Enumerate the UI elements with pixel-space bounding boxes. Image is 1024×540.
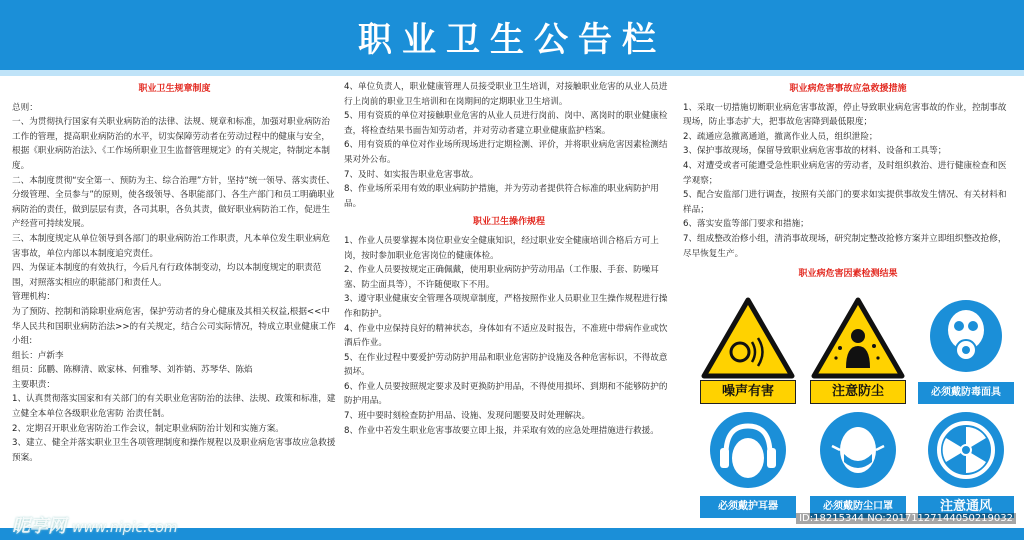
dust-warning-sign [810,296,906,404]
regulations-line: 组长：卢新李 [12,350,64,361]
sign-label: 噪声有害 [700,380,796,404]
regulations-line: 组员：邱鹏、陈柳清、欧家林、何雅琴、刘祚销、苏琴华、陈焰 [12,365,253,376]
regulations-line: 一、为贯彻执行国家有关职业病防治的法律、法规、规章和标准，加强对职业病防治工作的管理，提高职业病防治的水平，切实保障劳动者在劳动过程中的健康与安全，根据《职业病防治法》、《工作场所职业卫生监督管理规定》的有关规定，特制定本制度。 [12,117,330,171]
operations-line: 3、遵守职业健康安全管理各项规章制度，严格按照作业人员职业卫生操作规程进行操作和防护。 [344,294,668,319]
gas-mask-sign [918,296,1014,404]
regulations-line: 为了预防、控制和消除职业病危害，保护劳动者的身心健康及其相关权益,根据<<中华人民共和国职业病防治法>>的有关规定，结合公司实际情况，特成立职业健康工作小组: [12,306,336,347]
gas-mask-icon [918,296,1014,380]
operations-line: 7、班中要时刻检查防护用品、设施、发现问题要及时处理解决。 [344,411,591,422]
sign-label: 注意通风 [918,496,1014,518]
banner-stripe [0,70,1024,76]
watermark [12,512,178,538]
operations-title: 职业卫生操作规程 [472,217,545,228]
emergency-line: 1、采取一切措施切断职业病危害事故源，停止导致职业病危害事故的作业，控制事故现场，防止事态扩大，把事故危害降到最低限度； [683,102,1007,128]
sign-label: 注意防尘 [810,380,906,404]
duty-line: 4、单位负责人，职业健康管理人员接受职业卫生培训，对接触职业危害的从业人员进行上岗前的职业卫生培训和在岗期间的定期职业卫生培训。 [344,82,668,107]
title-banner [0,0,1024,70]
regulations-line: 总则： [12,102,38,113]
ear-protector-sign [700,410,796,518]
duty-line: 5、用有资质的单位对接触职业危害的从业人员进行岗前、岗中、离岗时的职业健康检查，将检查结果书面告知劳动者，并对劳动者建立职业健康监护档案。 [344,111,668,136]
ventilation-fan-icon [918,410,1014,494]
regulations-line: 3、建立、健全并落实职业卫生各项管理制度和操作规程以及职业病危害事故应急救援预案。 [12,438,336,463]
duty-line: 6、用有资质的单位对作业场所现场进行定期检测、评价，并将职业病危害因素检测结果对外公布。 [344,140,668,165]
regulations-line: 1、认真贯彻落实国家和有关部门的有关职业危害防治的法律、法规、政策和标准，建立健全本单位各级职业危害防 治责任制。 [12,394,336,420]
ventilation-sign [918,410,1014,518]
emergency-column [683,82,1013,286]
ear-protector-icon [700,410,796,494]
regulations-column [12,82,337,465]
dust-mask-sign [810,410,906,518]
emergency-line: 7、组成整改治修小组，清消事故现场，研究制定整改抢修方案并立即组织整改抢修，尽早恢复生产。 [683,233,1007,259]
noise-warning-icon [700,296,796,380]
safety-signs [700,296,1018,518]
sign-label: 必须戴防毒面具 [918,382,1014,404]
emergency-title: 职业病危害事故应急救援措施 [789,84,907,94]
page-title: 职业卫生公告栏 [358,20,666,60]
watermark-logo: 昵享网 [12,516,66,537]
emergency-line: 2、疏通应急撤离通道，撤离作业人员，组织泄险； [683,131,878,142]
operations-column [344,80,674,438]
emergency-line: 6、落实安监等部门要求和措施； [683,219,809,230]
dust-warning-icon [810,296,906,380]
operations-line: 5、在作业过程中要爱护劳动防护用品和职业危害防护设施及各种危害标识，不得故意损坏。 [344,352,668,378]
sign-label: 必须戴护耳器 [700,496,796,518]
emergency-line: 5、配合安监部门进行调查，按照有关部门的要求如实提供事故发生情况、有关材料和样品； [683,190,1007,215]
regulations-line: 管理机构： [12,292,55,303]
operations-line: 8、作业中若发生职业危害事故要立即上报，并采取有效的应急处理措施进行救援。 [344,425,659,436]
image-id: ID:18215344 NO:20171127144050219032 [796,513,1016,524]
duty-line: 8、作业场所采用有效的职业病防护措施，并为劳动者提供符合标准的职业病防护用品。 [344,184,659,209]
regulations-line: 二、本制度贯彻“安全第一、预防为主、综合治理”方针，坚持“统一领导、落实责任、分级管理、全员参与”的原则，使各级领导、各职能部门、各生产部门和员工明确职业病防治的责任，做到层层有责，各司其职，各负其责，做好职业病防治工作，促进生产经营可持续发展。 [12,175,335,230]
regulations-title: 职业卫生规章制度 [138,84,211,94]
operations-line: 4、作业中应保持良好的精神状态，身体如有不适应及时报告，不准班中带病作业或饮酒后作业。 [344,323,668,349]
emergency-line: 3、保护事故现场，保留导致职业病危害事故的材料、设备和工具等； [683,146,947,157]
operations-line: 1、作业人员要掌握本岗位职业安全健康知识，经过职业安全健康培训合格后方可上岗，按时参加职业危害岗位的健康体检。 [344,235,659,261]
duty-line: 7、及时、如实报告职业危害事故。 [344,169,479,180]
noise-warning-sign [700,296,796,404]
emergency-line: 4、对遭受或者可能遭受急性职业病危害的劳动者，及时组织救治、进行健康检查和医学观察； [683,160,1007,186]
operations-line: 6、作业人员要按照规定要求及时更换防护用品，不得使用损坏、到期和不能够防护的防护用品。 [344,381,668,407]
sign-label: 必须戴防尘口罩 [810,496,906,518]
regulations-line: 四、为保证本制度的有效执行，今后凡有行政体制变动，均以本制度规定的职责范围，对照落实相应的职能部门和责任人。 [12,263,322,288]
regulations-line: 主要职责： [12,379,55,390]
dust-mask-icon [810,410,906,494]
regulations-line: 2、定期召开职业危害防治工作会议，制定职业病防治计划和实施方案。 [12,423,284,434]
operations-line: 2、作业人员要按规定正确佩戴，使用职业病防护劳动用品（工作服、手套、防噪耳塞、防尘面具等），不许随便取下不用。 [344,265,659,290]
watermark-url: www.nipic.com [72,520,178,536]
regulations-line: 三、本制度规定从单位领导到各部门的职业病防治工作职责，凡本单位发生职业病危害事故，单位内部以本制度追究责任。 [12,233,330,259]
detection-results-title: 职业病危害因素检测结果 [798,269,898,280]
